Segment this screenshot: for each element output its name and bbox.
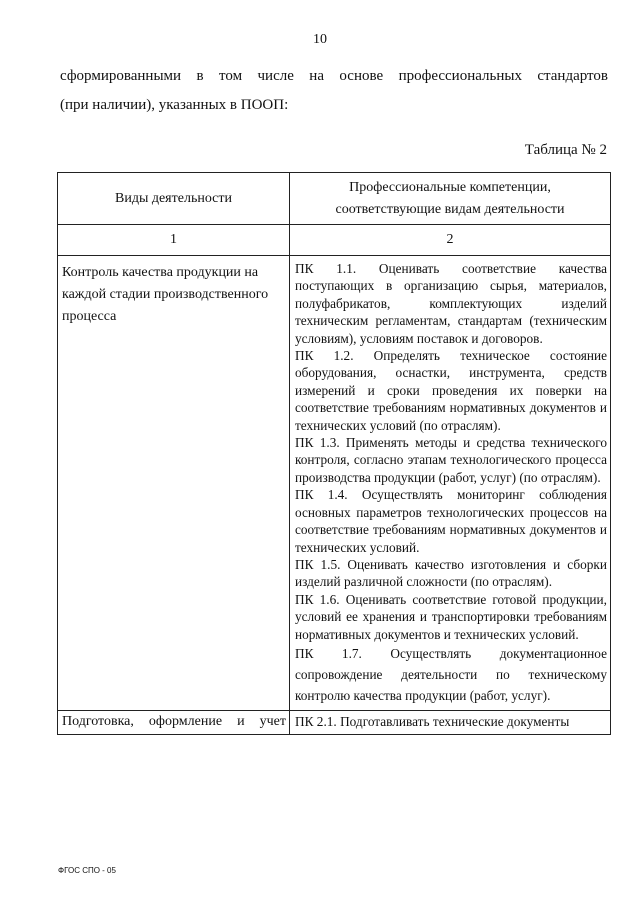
table-row: [58, 256, 611, 711]
column-number-2: 2: [290, 225, 611, 256]
competency-item: ПК 1.5. Оценивать качество изготовления и сборки изделий различной сложности (по отраслям).: [295, 556, 607, 590]
header-competencies-line-2: соответствующие видам деятельности: [335, 201, 565, 217]
competencies-cell: ПК 2.1. Подготавливать технические документы: [290, 710, 611, 734]
competency-item: ПК 1.4. Осуществлять мониторинг соблюдения основных параметров технологических процессов на соответствие требованиям нормативных документов и технических условий.: [295, 487, 607, 555]
column-number-1: 1: [58, 225, 290, 256]
footer-code: ФГОС СПО - 05: [58, 866, 116, 875]
table-caption: Таблица № 2: [524, 142, 607, 158]
competencies-cell: [290, 256, 611, 711]
header-competencies: [290, 173, 611, 225]
intro-paragraph: [60, 62, 608, 120]
header-competencies-line-1: Профессиональные компетенции,: [349, 179, 551, 195]
header-activities: [58, 173, 290, 225]
activity-cell: Подготовка, оформление и учет: [58, 710, 290, 734]
competency-item: ПК 1.7. Осуществлять документационное сопровождение деятельности по техническому контролю качества продукции (работ, услуг).: [295, 645, 607, 703]
competency-item: ПК 1.1. Оценивать соответствие качества поступающих в организацию сырья, материалов, полуфабрикатов, комплектующих изделий техническим регламентам, стандартам (техническим условиям), условиям поставок и договоров.: [295, 261, 607, 346]
competency-item: ПК 1.6. Оценивать соответствие готовой продукции, условий ее хранения и транспортировки требованиям нормативных документов и технических условий.: [295, 591, 607, 642]
competencies-table: [57, 172, 611, 735]
header-activities-line: Виды деятельности: [114, 190, 232, 206]
column-number-row: [58, 225, 611, 256]
table-header-row: [58, 173, 611, 225]
intro-line-2: (при наличии), указанных в ПООП:: [60, 97, 289, 113]
competency-item: ПК 1.2. Определять техническое состояние оборудования, оснастки, инструмента, средств измерений и сроки проведения их поверки на соответствие требованиям нормативных документов и технических условий (по отраслям).: [295, 348, 607, 433]
activity-cell: Контроль качества продукции на каждой стадии производственного процесса: [58, 256, 290, 711]
table-row: [58, 710, 611, 734]
intro-line-1: сформированными в том числе на основе профессиональных стандартов: [60, 68, 608, 84]
competency-item: ПК 1.3. Применять методы и средства технического контроля, согласно этапам технологического процесса производства продукции (работ, услуг) (по отраслям).: [295, 435, 607, 485]
page-number: 10: [313, 32, 327, 47]
